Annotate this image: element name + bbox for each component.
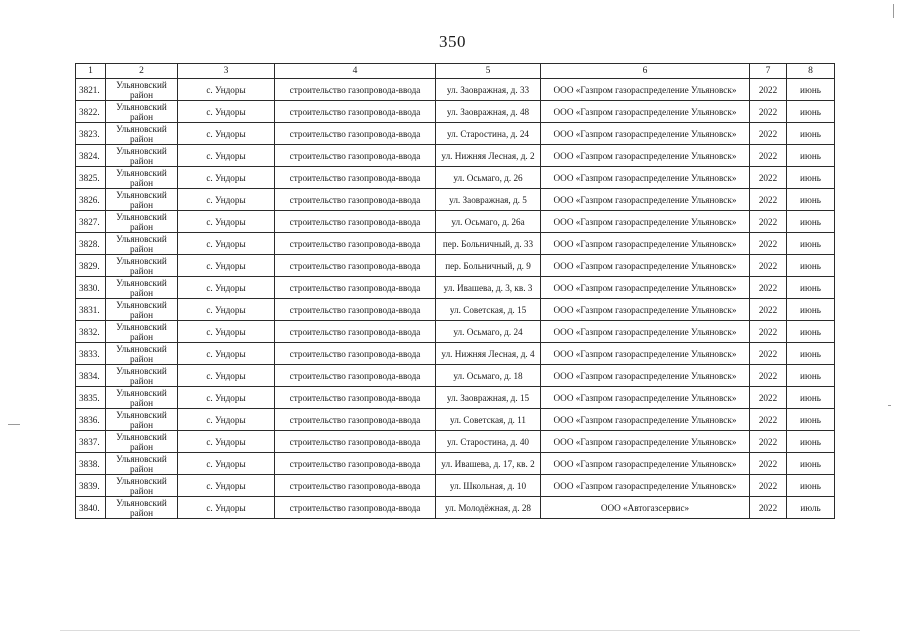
table-row xyxy=(76,365,835,387)
work-type-cell: строительство газопровода-ввода xyxy=(275,387,436,409)
company-cell: ООО «Газпром газораспределение Ульяновск» xyxy=(541,299,750,321)
table-row xyxy=(76,343,835,365)
company-cell: ООО «Газпром газораспределение Ульяновск» xyxy=(541,365,750,387)
table-row xyxy=(76,145,835,167)
column-number: 8 xyxy=(787,64,835,79)
work-type-cell: строительство газопровода-ввода xyxy=(275,343,436,365)
address-cell: ул. Заовражная, д. 48 xyxy=(436,101,541,123)
schedule-table xyxy=(75,63,835,519)
column-number-row xyxy=(76,64,835,79)
company-cell: ООО «Газпром газораспределение Ульяновск» xyxy=(541,101,750,123)
row-number: 3830. xyxy=(76,277,106,299)
work-type-cell: строительство газопровода-ввода xyxy=(275,475,436,497)
year-cell: 2022 xyxy=(750,233,787,255)
district-cell: Ульяновский район xyxy=(106,321,178,343)
work-type-cell: строительство газопровода-ввода xyxy=(275,497,436,519)
work-type-cell: строительство газопровода-ввода xyxy=(275,233,436,255)
work-type-cell: строительство газопровода-ввода xyxy=(275,211,436,233)
company-cell: ООО «Газпром газораспределение Ульяновск» xyxy=(541,255,750,277)
address-cell: ул. Советская, д. 15 xyxy=(436,299,541,321)
month-cell: июнь xyxy=(787,211,835,233)
address-cell: ул. Старостина, д. 40 xyxy=(436,431,541,453)
address-cell: ул. Заовражная, д. 15 xyxy=(436,387,541,409)
page-number: 350 xyxy=(439,32,466,51)
village-cell: с. Ундоры xyxy=(178,387,275,409)
table-row xyxy=(76,387,835,409)
scan-mark xyxy=(888,405,891,406)
village-cell: с. Ундоры xyxy=(178,79,275,101)
company-cell: ООО «Газпром газораспределение Ульяновск» xyxy=(541,189,750,211)
table-row xyxy=(76,497,835,519)
district-cell: Ульяновский район xyxy=(106,409,178,431)
company-cell: ООО «Автогазсервис» xyxy=(541,497,750,519)
table-row xyxy=(76,211,835,233)
month-cell: июнь xyxy=(787,365,835,387)
year-cell: 2022 xyxy=(750,123,787,145)
row-number: 3836. xyxy=(76,409,106,431)
row-number: 3838. xyxy=(76,453,106,475)
work-type-cell: строительство газопровода-ввода xyxy=(275,277,436,299)
district-cell: Ульяновский район xyxy=(106,387,178,409)
village-cell: с. Ундоры xyxy=(178,123,275,145)
company-cell: ООО «Газпром газораспределение Ульяновск» xyxy=(541,387,750,409)
district-cell: Ульяновский район xyxy=(106,189,178,211)
district-cell: Ульяновский район xyxy=(106,299,178,321)
village-cell: с. Ундоры xyxy=(178,497,275,519)
address-cell: ул. Осьмаго, д. 26а xyxy=(436,211,541,233)
table-row xyxy=(76,167,835,189)
district-cell: Ульяновский район xyxy=(106,343,178,365)
address-cell: ул. Заовражная, д. 5 xyxy=(436,189,541,211)
month-cell: июнь xyxy=(787,277,835,299)
work-type-cell: строительство газопровода-ввода xyxy=(275,255,436,277)
village-cell: с. Ундоры xyxy=(178,211,275,233)
village-cell: с. Ундоры xyxy=(178,475,275,497)
company-cell: ООО «Газпром газораспределение Ульяновск» xyxy=(541,343,750,365)
district-cell: Ульяновский район xyxy=(106,255,178,277)
company-cell: ООО «Газпром газораспределение Ульяновск» xyxy=(541,475,750,497)
row-number: 3824. xyxy=(76,145,106,167)
column-number: 5 xyxy=(436,64,541,79)
address-cell: ул. Заовражная, д. 33 xyxy=(436,79,541,101)
scan-mark xyxy=(8,424,20,425)
district-cell: Ульяновский район xyxy=(106,277,178,299)
table-row xyxy=(76,321,835,343)
year-cell: 2022 xyxy=(750,189,787,211)
year-cell: 2022 xyxy=(750,211,787,233)
address-cell: ул. Ивашева, д. 3, кв. 3 xyxy=(436,277,541,299)
month-cell: июнь xyxy=(787,101,835,123)
table-row xyxy=(76,277,835,299)
company-cell: ООО «Газпром газораспределение Ульяновск» xyxy=(541,453,750,475)
village-cell: с. Ундоры xyxy=(178,365,275,387)
village-cell: с. Ундоры xyxy=(178,431,275,453)
year-cell: 2022 xyxy=(750,101,787,123)
village-cell: с. Ундоры xyxy=(178,343,275,365)
month-cell: июнь xyxy=(787,299,835,321)
district-cell: Ульяновский район xyxy=(106,211,178,233)
row-number: 3839. xyxy=(76,475,106,497)
work-type-cell: строительство газопровода-ввода xyxy=(275,409,436,431)
table-row xyxy=(76,189,835,211)
month-cell: июнь xyxy=(787,79,835,101)
month-cell: июль xyxy=(787,497,835,519)
year-cell: 2022 xyxy=(750,79,787,101)
month-cell: июнь xyxy=(787,189,835,211)
year-cell: 2022 xyxy=(750,365,787,387)
year-cell: 2022 xyxy=(750,387,787,409)
table-row xyxy=(76,123,835,145)
row-number: 3828. xyxy=(76,233,106,255)
district-cell: Ульяновский район xyxy=(106,123,178,145)
address-cell: ул. Советская, д. 11 xyxy=(436,409,541,431)
district-cell: Ульяновский район xyxy=(106,101,178,123)
row-number: 3840. xyxy=(76,497,106,519)
year-cell: 2022 xyxy=(750,453,787,475)
column-number: 1 xyxy=(76,64,106,79)
row-number: 3837. xyxy=(76,431,106,453)
month-cell: июнь xyxy=(787,145,835,167)
village-cell: с. Ундоры xyxy=(178,189,275,211)
address-cell: пер. Больничный, д. 33 xyxy=(436,233,541,255)
scan-mark xyxy=(893,4,894,18)
work-type-cell: строительство газопровода-ввода xyxy=(275,79,436,101)
month-cell: июнь xyxy=(787,453,835,475)
address-cell: пер. Больничный, д. 9 xyxy=(436,255,541,277)
year-cell: 2022 xyxy=(750,409,787,431)
company-cell: ООО «Газпром газораспределение Ульяновск» xyxy=(541,321,750,343)
district-cell: Ульяновский район xyxy=(106,365,178,387)
row-number: 3833. xyxy=(76,343,106,365)
work-type-cell: строительство газопровода-ввода xyxy=(275,101,436,123)
work-type-cell: строительство газопровода-ввода xyxy=(275,431,436,453)
year-cell: 2022 xyxy=(750,475,787,497)
work-type-cell: строительство газопровода-ввода xyxy=(275,453,436,475)
district-cell: Ульяновский район xyxy=(106,453,178,475)
village-cell: с. Ундоры xyxy=(178,453,275,475)
work-type-cell: строительство газопровода-ввода xyxy=(275,189,436,211)
district-cell: Ульяновский район xyxy=(106,233,178,255)
column-number: 7 xyxy=(750,64,787,79)
column-number: 6 xyxy=(541,64,750,79)
company-cell: ООО «Газпром газораспределение Ульяновск» xyxy=(541,431,750,453)
table-row xyxy=(76,299,835,321)
company-cell: ООО «Газпром газораспределение Ульяновск» xyxy=(541,409,750,431)
address-cell: ул. Ивашева, д. 17, кв. 2 xyxy=(436,453,541,475)
company-cell: ООО «Газпром газораспределение Ульяновск» xyxy=(541,145,750,167)
address-cell: ул. Нижняя Лесная, д. 4 xyxy=(436,343,541,365)
district-cell: Ульяновский район xyxy=(106,145,178,167)
row-number: 3821. xyxy=(76,79,106,101)
district-cell: Ульяновский район xyxy=(106,497,178,519)
address-cell: ул. Молодёжная, д. 28 xyxy=(436,497,541,519)
row-number: 3829. xyxy=(76,255,106,277)
year-cell: 2022 xyxy=(750,145,787,167)
row-number: 3825. xyxy=(76,167,106,189)
work-type-cell: строительство газопровода-ввода xyxy=(275,299,436,321)
month-cell: июнь xyxy=(787,321,835,343)
year-cell: 2022 xyxy=(750,321,787,343)
work-type-cell: строительство газопровода-ввода xyxy=(275,167,436,189)
table-row xyxy=(76,475,835,497)
month-cell: июнь xyxy=(787,123,835,145)
table-row xyxy=(76,431,835,453)
month-cell: июнь xyxy=(787,387,835,409)
month-cell: июнь xyxy=(787,431,835,453)
year-cell: 2022 xyxy=(750,299,787,321)
address-cell: ул. Осьмаго, д. 18 xyxy=(436,365,541,387)
table-row xyxy=(76,409,835,431)
village-cell: с. Ундоры xyxy=(178,233,275,255)
month-cell: июнь xyxy=(787,255,835,277)
company-cell: ООО «Газпром газораспределение Ульяновск» xyxy=(541,277,750,299)
work-type-cell: строительство газопровода-ввода xyxy=(275,123,436,145)
company-cell: ООО «Газпром газораспределение Ульяновск» xyxy=(541,211,750,233)
scan-mark xyxy=(60,630,860,631)
year-cell: 2022 xyxy=(750,167,787,189)
year-cell: 2022 xyxy=(750,277,787,299)
district-cell: Ульяновский район xyxy=(106,475,178,497)
row-number: 3835. xyxy=(76,387,106,409)
column-number: 4 xyxy=(275,64,436,79)
district-cell: Ульяновский район xyxy=(106,431,178,453)
month-cell: июнь xyxy=(787,343,835,365)
row-number: 3831. xyxy=(76,299,106,321)
year-cell: 2022 xyxy=(750,343,787,365)
row-number: 3826. xyxy=(76,189,106,211)
company-cell: ООО «Газпром газораспределение Ульяновск» xyxy=(541,123,750,145)
month-cell: июнь xyxy=(787,167,835,189)
table-row xyxy=(76,233,835,255)
address-cell: ул. Старостина, д. 24 xyxy=(436,123,541,145)
village-cell: с. Ундоры xyxy=(178,167,275,189)
row-number: 3822. xyxy=(76,101,106,123)
company-cell: ООО «Газпром газораспределение Ульяновск» xyxy=(541,167,750,189)
address-cell: ул. Осьмаго, д. 26 xyxy=(436,167,541,189)
work-type-cell: строительство газопровода-ввода xyxy=(275,321,436,343)
table-body xyxy=(76,64,835,519)
table-row xyxy=(76,79,835,101)
village-cell: с. Ундоры xyxy=(178,145,275,167)
row-number: 3823. xyxy=(76,123,106,145)
year-cell: 2022 xyxy=(750,255,787,277)
month-cell: июнь xyxy=(787,409,835,431)
village-cell: с. Ундоры xyxy=(178,277,275,299)
village-cell: с. Ундоры xyxy=(178,101,275,123)
district-cell: Ульяновский район xyxy=(106,167,178,189)
village-cell: с. Ундоры xyxy=(178,255,275,277)
address-cell: ул. Школьная, д. 10 xyxy=(436,475,541,497)
district-cell: Ульяновский район xyxy=(106,79,178,101)
row-number: 3834. xyxy=(76,365,106,387)
work-type-cell: строительство газопровода-ввода xyxy=(275,145,436,167)
year-cell: 2022 xyxy=(750,431,787,453)
village-cell: с. Ундоры xyxy=(178,321,275,343)
month-cell: июнь xyxy=(787,233,835,255)
address-cell: ул. Осьмаго, д. 24 xyxy=(436,321,541,343)
work-type-cell: строительство газопровода-ввода xyxy=(275,365,436,387)
month-cell: июнь xyxy=(787,475,835,497)
row-number: 3832. xyxy=(76,321,106,343)
table-row xyxy=(76,255,835,277)
year-cell: 2022 xyxy=(750,497,787,519)
column-number: 3 xyxy=(178,64,275,79)
village-cell: с. Ундоры xyxy=(178,409,275,431)
row-number: 3827. xyxy=(76,211,106,233)
village-cell: с. Ундоры xyxy=(178,299,275,321)
company-cell: ООО «Газпром газораспределение Ульяновск» xyxy=(541,79,750,101)
company-cell: ООО «Газпром газораспределение Ульяновск» xyxy=(541,233,750,255)
address-cell: ул. Нижняя Лесная, д. 2 xyxy=(436,145,541,167)
column-number: 2 xyxy=(106,64,178,79)
table-row xyxy=(76,101,835,123)
table-row xyxy=(76,453,835,475)
